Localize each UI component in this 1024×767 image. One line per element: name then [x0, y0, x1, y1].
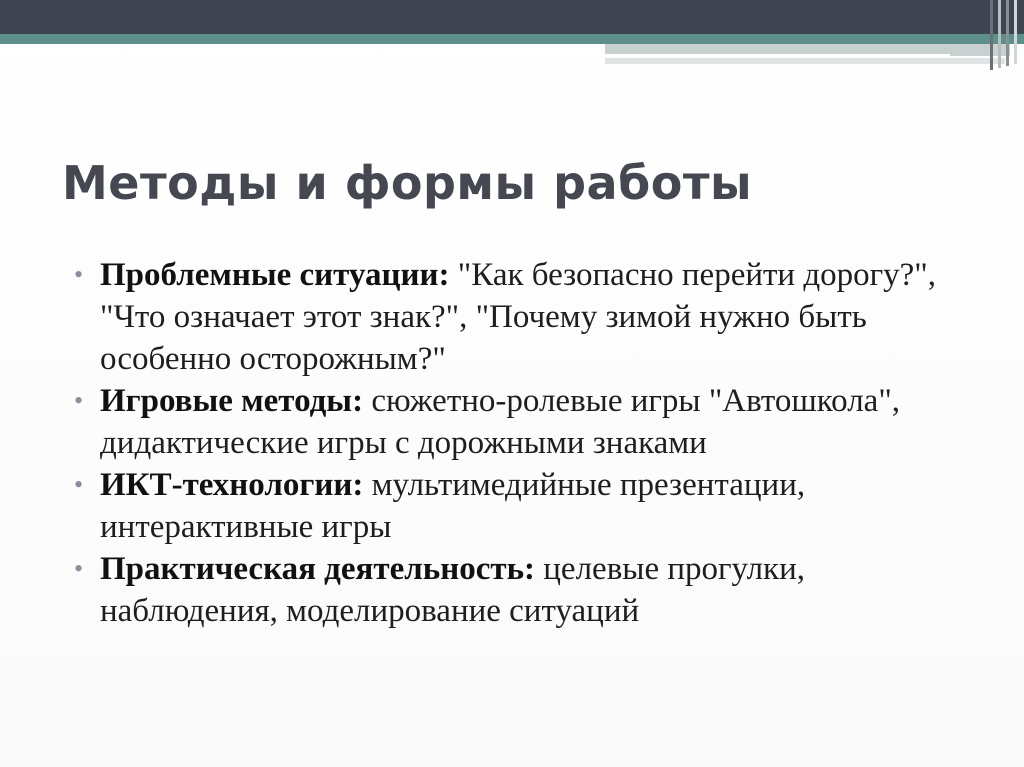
item-term: ИКТ-технологии:	[100, 467, 364, 503]
bullet-icon: •	[74, 260, 84, 289]
bullet-list	[70, 254, 990, 632]
item-term: Проблемные ситуации:	[100, 257, 450, 293]
list-item	[70, 548, 990, 632]
slide-title: Методы и формы работы	[62, 156, 753, 210]
header-band-light-secondary	[605, 58, 1005, 64]
header-vertical-stripe	[990, 0, 993, 70]
bullet-icon: •	[74, 554, 84, 583]
item-term: Игровые методы:	[100, 383, 364, 419]
header-vertical-stripe	[1014, 0, 1017, 64]
item-text: сюжетно-ролевые игры "Автошкола", дидактические игры с дорожными знаками	[100, 383, 901, 461]
item-term: Практическая деятельность:	[100, 551, 536, 587]
list-item	[70, 464, 990, 548]
list-item	[70, 380, 990, 464]
header-vertical-stripe	[1006, 0, 1009, 66]
item-text: мультимедийные презентации, интерактивные игры	[100, 467, 806, 545]
header-band-dark	[0, 0, 1024, 34]
item-text: целевые прогулки, наблюдения, моделирование ситуаций	[100, 551, 805, 629]
list-item	[70, 254, 990, 380]
item-text: "Как безопасно перейти дорогу?", "Что означает этот знак?", "Почему зимой нужно быть особенно осторожным?"	[100, 257, 937, 377]
bullet-icon: •	[74, 386, 84, 415]
bullet-icon: •	[74, 470, 84, 499]
header-band-teal	[0, 34, 1024, 44]
header-stripe	[605, 54, 950, 56]
header-vertical-stripe	[998, 0, 1001, 68]
